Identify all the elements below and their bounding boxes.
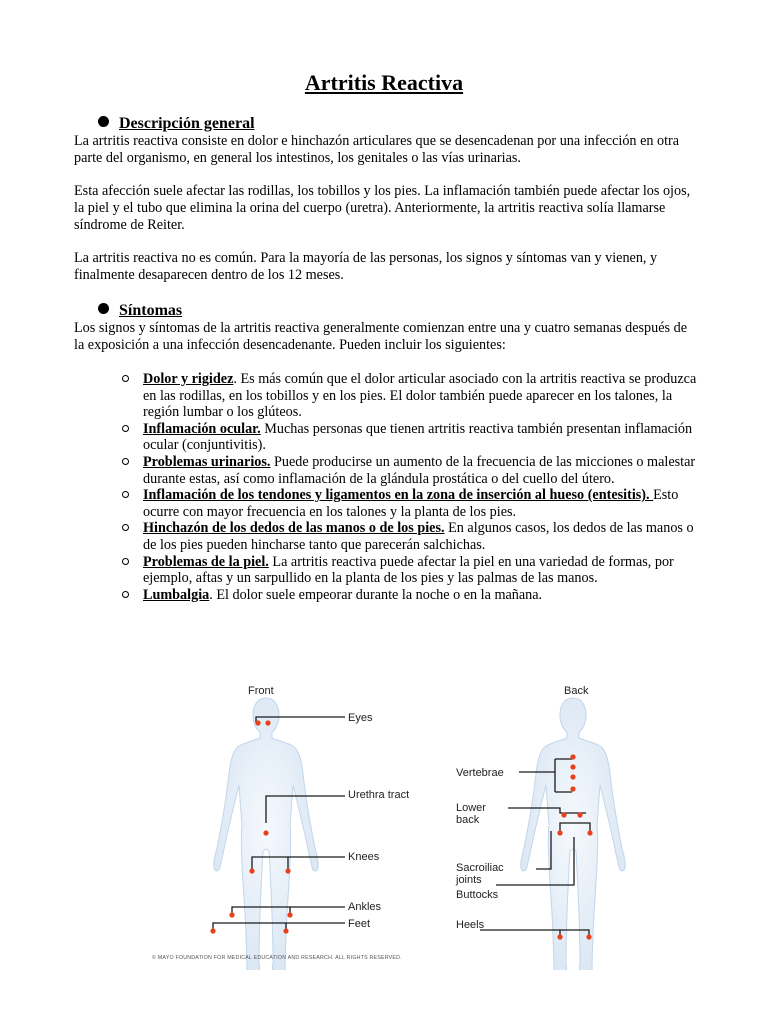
circle-bullet-icon xyxy=(122,458,129,465)
callout-buttocks: Buttocks xyxy=(456,889,499,901)
description-paragraph-1: La artritis reactiva consiste en dolor e hinchazón articulares que se desencadenan por una infección en otra parte del organismo, en general los intestinos, los genitales o las vías urinarias. xyxy=(74,133,680,166)
callout-knees: Knees xyxy=(348,851,380,863)
list-item: Lumbalgia. El dolor suele empeorar durante la noche o en la mañana. xyxy=(120,587,700,604)
description-paragraph-2: Esta afección suele afectar las rodillas, los tobillos y los pies. La inflamación también puede afectar los ojos, la piel y el tubo que elimina la orina del cuerpo (uretra). Anteriormente, la artritis reactiva solía llamarse síndrome de Reiter. xyxy=(74,183,691,233)
callout-heels: Heels xyxy=(456,919,485,931)
copyright-notice: © MAYO FOUNDATION FOR MEDICAL EDUCATION AND RESEARCH. ALL RIGHTS RESERVED. xyxy=(152,955,402,961)
circle-bullet-icon xyxy=(122,375,129,382)
list-item: Dolor y rigidez. Es más común que el dolor articular asociado con la artritis reactiva se produzca en las rodillas, en los tobillos y en los pies. El dolor también puede aparecer en los talones, la región lumbar o los glúteos. xyxy=(120,371,700,421)
document-title: Artritis Reactiva xyxy=(304,70,464,95)
symptoms-intro: Los signos y síntomas de la artritis reactiva generalmente comienzan entre una y cuatro semanas después de la exposición a una infección desencadenante. Pueden incluir los siguientes: xyxy=(74,320,687,353)
callout-vertebrae: Vertebrae xyxy=(456,767,504,779)
section-heading-description: Descripción general xyxy=(98,115,255,133)
front-label: Front xyxy=(248,685,274,697)
callout-sacroiliac-line-2: joints xyxy=(456,874,482,886)
list-item: Inflamación de los tendones y ligamentos en la zona de inserción al hueso (entesitis). Esto ocurre con mayor frecuencia en los talones y la planta de los pies. xyxy=(120,487,700,520)
list-item: Hinchazón de los dedos de las manos o de los pies. En algunos casos, los dedos de las manos o de los pies pueden hincharse tanto que parecerán salchichas. xyxy=(120,520,700,553)
list-item: Problemas urinarios. Puede producirse un aumento de la frecuencia de las micciones o malestar durante estas, así como inflamación de la glándula prostática o del cuello del útero. xyxy=(120,454,700,487)
circle-bullet-icon xyxy=(122,524,129,531)
bullet-icon xyxy=(98,116,109,127)
back-body-figure xyxy=(521,698,626,970)
bullet-icon xyxy=(98,303,109,314)
body-diagram xyxy=(140,675,640,970)
circle-bullet-icon xyxy=(122,558,129,565)
callout-lower-back-line-1: Lower xyxy=(456,802,486,814)
callout-sacroiliac-line-1: Sacroiliac xyxy=(456,862,504,874)
circle-bullet-icon xyxy=(122,591,129,598)
back-label: Back xyxy=(564,685,589,697)
circle-bullet-icon xyxy=(122,425,129,432)
circle-bullet-icon xyxy=(122,491,129,498)
callout-urethra: Urethra tract xyxy=(348,789,410,801)
list-item: Inflamación ocular. Muchas personas que tienen artritis reactiva también presentan inflamación ocular (conjuntivitis). xyxy=(120,421,700,454)
callout-lower-back-line-2: back xyxy=(456,814,480,826)
front-callout-labels xyxy=(348,712,409,930)
description-paragraph-3: La artritis reactiva no es común. Para la mayoría de las personas, los signos y síntomas van y vienen, y finalmente desaparecen dentro de los 12 meses. xyxy=(74,250,658,283)
callout-ankles: Ankles xyxy=(348,901,382,913)
back-callout-labels xyxy=(455,767,504,931)
section-heading-symptoms: Síntomas xyxy=(98,302,182,320)
list-item: Problemas de la piel. La artritis reactiva puede afectar la piel en una variedad de formas, por ejemplo, aftas y un sarpullido en la planta de los pies y las palmas de las manos. xyxy=(120,554,700,587)
callout-eyes: Eyes xyxy=(348,712,373,724)
symptoms-list xyxy=(120,371,700,603)
callout-feet: Feet xyxy=(348,918,371,930)
